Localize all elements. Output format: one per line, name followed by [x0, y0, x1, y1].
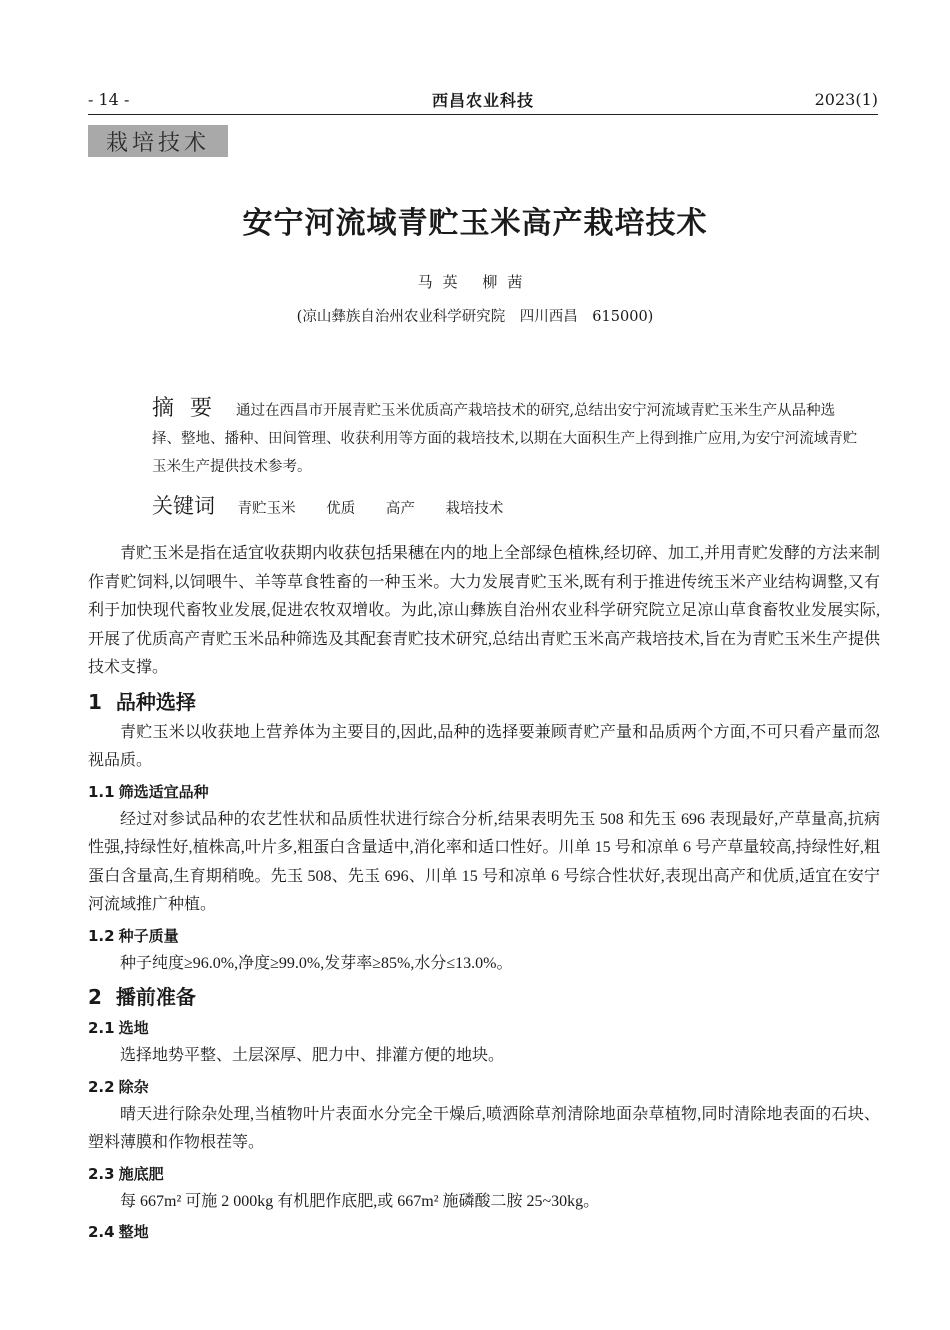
paragraph: 种子纯度≥96.0%,净度≥99.0%,发芽率≥85%,水分≤13.0%。 [120, 954, 513, 972]
abstract [152, 395, 862, 481]
running-header [88, 86, 878, 115]
intro-paragraph: 青贮玉米是指在适宜收获期内收获包括果穗在内的地上全部绿色植株,经切碎、加工,并用青贮发酵的方法来制作青贮饲料,以饲喂牛、羊等草食牲畜的一种玉米。大力发展青贮玉米,既有利于推进传统玉米产业结构调整,又有利于加快现代畜牧业发展,促进农牧双增收。为此,凉山彝族自治州农业科学研究院立足凉山草食畜牧业发展实际,开展了优质高产青贮玉米品种筛选及其配套青贮技术研究,总结出青贮玉米高产栽培技术,旨在为青贮玉米生产提供技术支撑。 [88, 545, 881, 676]
keyword: 优质 [326, 501, 356, 517]
heading-2: 2 播前准备 [88, 985, 196, 1009]
heading-1-2: 1.2 种子质量 [88, 926, 179, 945]
heading-2-3: 2.3 施底肥 [88, 1164, 164, 1183]
abstract-text: 通过在西昌市开展青贮玉米优质高产栽培技术的研究,总结出安宁河流域青贮玉米生产从品种选择、整地、播种、田间管理、收获利用等方面的栽培技术,以期在大面积生产上得到推广应用,为安宁河流域青贮玉米生产提供技术参考。 [152, 403, 858, 475]
keyword: 高产 [385, 501, 415, 517]
paragraph: 晴天进行除杂处理,当植物叶片表面水分完全干燥后,喷洒除草剂清除地面杂草植物,同时清除地表面的石块、塑料薄膜和作物根茬等。 [88, 1105, 880, 1151]
keyword: 青贮玉米 [237, 501, 296, 517]
paragraph: 青贮玉米以收获地上营养体为主要目的,因此,品种的选择要兼顾青贮产量和品质两个方面,不可只看产量而忽视品质。 [88, 723, 880, 769]
keyword: 栽培技术 [445, 501, 504, 517]
heading-2-4: 2.4 整地 [88, 1223, 149, 1241]
keywords-label: 关键词 [152, 494, 215, 518]
keywords [152, 490, 529, 520]
heading-1: 1 品种选择 [88, 689, 196, 714]
page-number: - 14 - [88, 90, 130, 109]
section-tag: 栽培技术 [88, 125, 228, 157]
heading-2-1: 2.1 选地 [88, 1019, 149, 1037]
heading-2-2: 2.2 除杂 [88, 1077, 149, 1096]
journal-name: 西昌农业科技 [431, 91, 534, 110]
heading-1-1: 1.1 筛选适宜品种 [88, 782, 209, 801]
abstract-label: 摘要 [152, 396, 229, 421]
paragraph: 每 667m² 可施 2 000kg 有机肥作底肥,或 667m² 施磷酸二胺 25~30kg。 [120, 1192, 600, 1210]
authors: 马英 柳茜 [417, 273, 533, 291]
affiliation: (凉山彝族自治州农业科学研究院 四川西昌 615000) [296, 309, 654, 325]
paragraph: 选择地势平整、土层深厚、肥力中、排灌方便的地块。 [120, 1047, 505, 1064]
paragraph: 经过对参试品种的农艺性状和品质性状进行综合分析,结果表明先玉 508 和先玉 696 表现最好,产草量高,抗病性强,持绿性好,植株高,叶片多,粗蛋白含量适中,消化率和适口性好。川单 15 号和凉单 6 号产草量较高,持绿性好,粗蛋白含量高,生育期稍晚。先玉 508、先玉 696、川单 15 号和凉单 6 号综合性状好,表现出高产和优质,适宜在安宁河流域推广种植。 [88, 810, 880, 913]
paper-title: 安宁河流域青贮玉米高产栽培技术 [242, 206, 708, 241]
issue-number: 2023(1) [814, 90, 878, 109]
article-body [88, 540, 880, 1246]
